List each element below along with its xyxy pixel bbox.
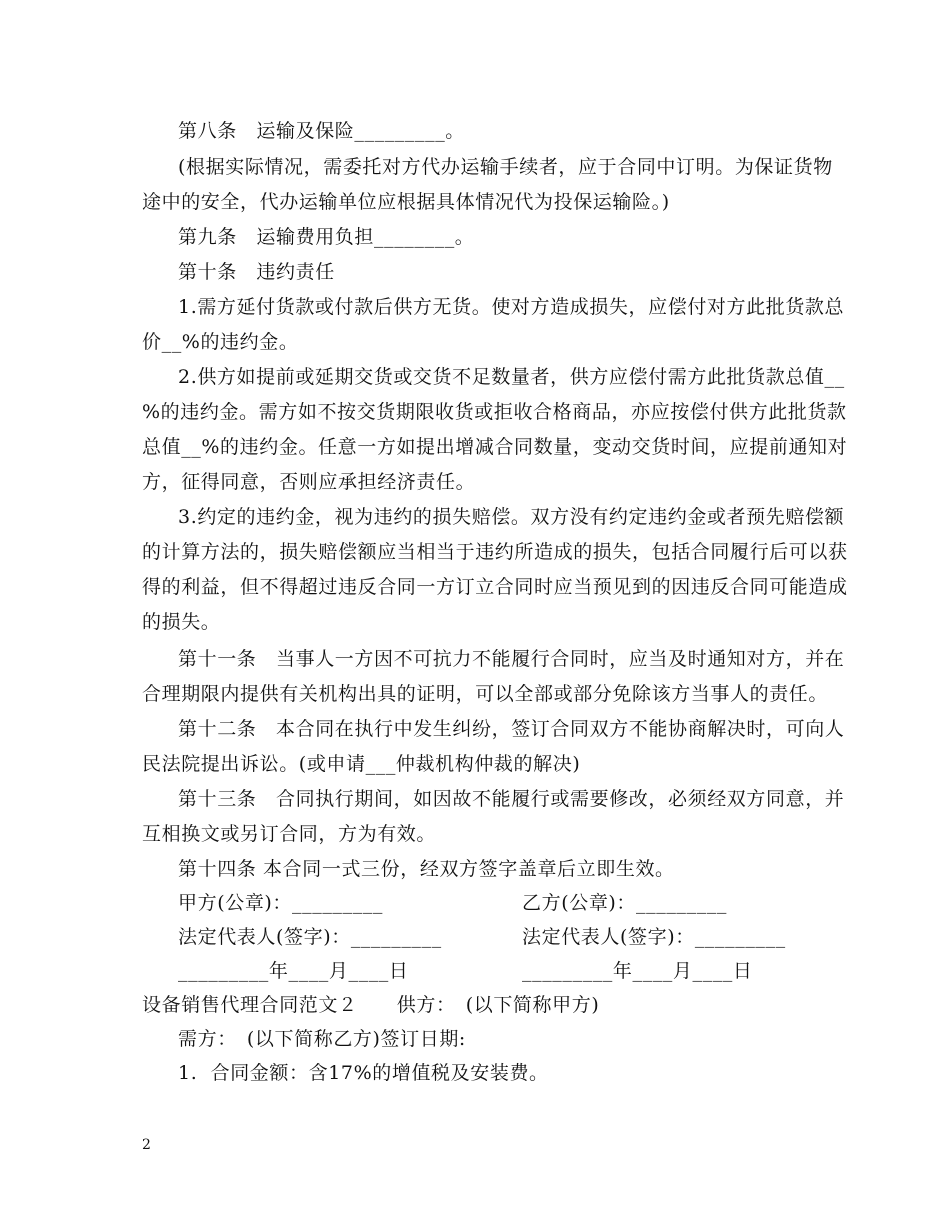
- paragraph-line: 价__%的违约金。: [142, 331, 299, 353]
- article-9-line: 第九条 运输费用负担________。: [178, 226, 475, 248]
- party-b-seal: 乙方(公章)：_________: [522, 892, 727, 914]
- paragraph-line: 合理期限内提供有关机构出具的证明，可以全部或部分免除该方当事人的责任。: [142, 683, 829, 705]
- article-10-heading: 第十条 违约责任: [178, 261, 335, 283]
- paragraph-line: 的损失。: [142, 611, 221, 633]
- paragraph-line: 3.约定的违约金，视为违约的损失赔偿。双方没有约定违约金或者预先赔偿额: [178, 506, 845, 528]
- party-b-representative: 法定代表人(签字)：_________: [522, 926, 786, 948]
- paragraph-line: (根据实际情况，需委托对方代办运输手续者，应于合同中订明。为保证货物: [178, 156, 833, 178]
- contract-amount-line: 1. 合同金额：含17%的增值税及安装费。: [178, 1062, 549, 1084]
- party-a-representative: 法定代表人(签字)：_________: [178, 926, 442, 948]
- sample-2-heading: 设备销售代理合同范文２ 供方： (以下简称甲方): [142, 994, 600, 1016]
- party-a-date: _________年____月____日: [178, 960, 409, 982]
- paragraph-line: 总值__%的违约金。任意一方如提出增减合同数量，变动交货时间，应提前通知对: [142, 436, 848, 458]
- paragraph-line: 途中的安全，代办运输单位应根据具体情况代为投保运输险。): [142, 191, 670, 213]
- party-b-date: _________年____月____日: [522, 960, 753, 982]
- paragraph-line: 的计算方法的，损失赔偿额应当相当于违约所造成的损失，包括合同履行后可以获: [142, 541, 848, 563]
- article-8-line: 第八条 运输及保险_________。: [178, 120, 465, 142]
- paragraph-line: 1.需方延付货款或付款后供方无货。使对方造成损失，应偿付对方此批货款总: [178, 296, 845, 318]
- paragraph-line: 互相换文或另订合同，方为有效。: [142, 823, 437, 845]
- page-number: 2: [142, 1137, 151, 1153]
- party-a-seal: 甲方(公章)：_________: [178, 892, 383, 914]
- paragraph-line: 2.供方如提前或延期交货或交货不足数量者，供方应偿付需方此批货款总值__: [178, 366, 845, 388]
- article-13-line: 第十三条 合同执行期间，如因故不能履行或需要修改，必须经双方同意，并: [178, 788, 845, 810]
- article-12-line: 第十二条 本合同在执行中发生纠纷，签订合同双方不能协商解决时，可向人: [178, 718, 845, 740]
- article-11-line: 第十一条 当事人一方因不可抗力不能履行合同时，应当及时通知对方，并在: [178, 648, 845, 670]
- paragraph-line: %的违约金。需方如不按交货期限收货或拒收合格商品，亦应按偿付供方此批货款: [142, 401, 847, 423]
- paragraph-line: 方，征得同意，否则应承担经济责任。: [142, 471, 476, 493]
- buyer-line: 需方： (以下简称乙方)签订日期:: [178, 1028, 466, 1050]
- article-14-line: 第十四条 本合同一式三份，经双方签字盖章后立即生效。: [178, 858, 675, 880]
- paragraph-line: 得的利益，但不得超过违反合同一方订立合同时应当预见到的因违反合同可能造成: [142, 576, 848, 598]
- paragraph-line: 民法院提出诉讼。(或申请___仲裁机构仲裁的解决): [142, 753, 581, 775]
